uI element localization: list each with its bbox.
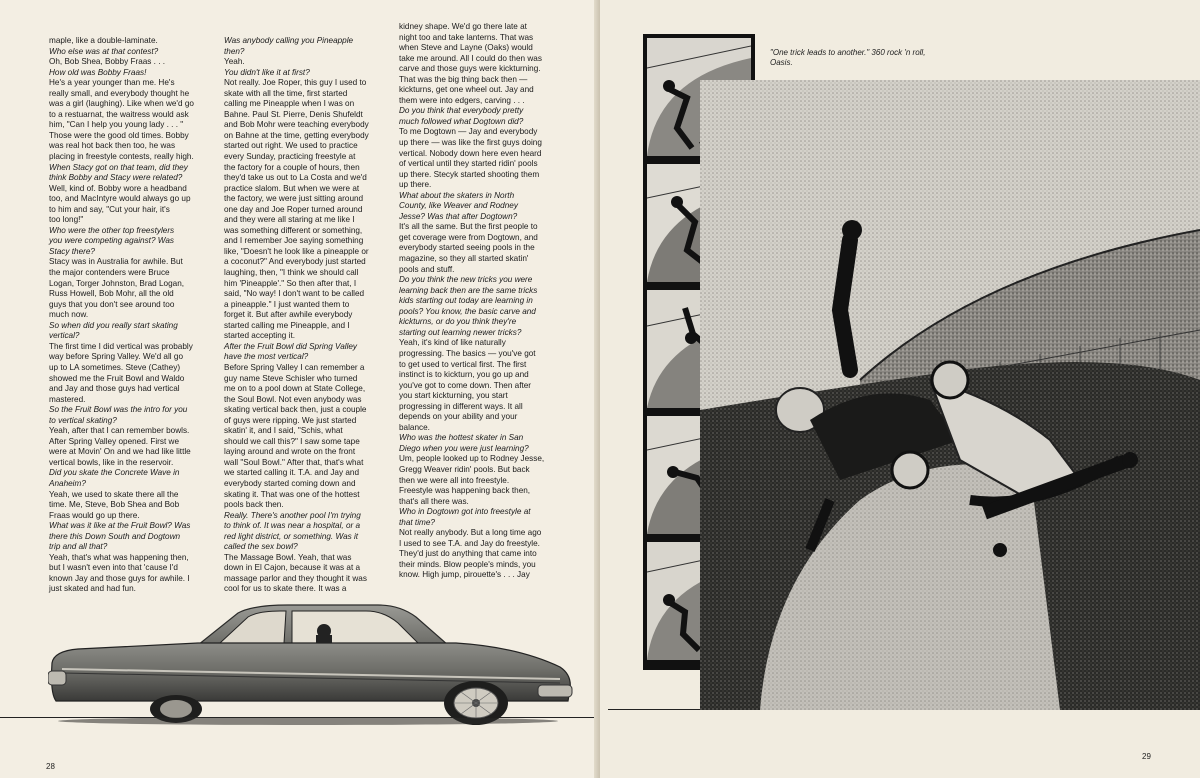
question-line: red light district, or something. Was it bbox=[224, 531, 359, 541]
answer-line: progressing. The basics — you've got bbox=[399, 348, 536, 358]
question-line: What about the skaters in North bbox=[399, 190, 515, 200]
answer-line: Before Spring Valley I can remember a bbox=[224, 362, 365, 372]
answer-line: depends on your ability and your bbox=[399, 412, 518, 422]
question-line: What was it like at the Fruit Bowl? Was bbox=[49, 521, 191, 531]
question-line: have the most vertical? bbox=[224, 352, 309, 362]
answer-line: him 'Pineapple'." So then after that, I bbox=[224, 278, 357, 288]
answer-line: they'd take us out to La Costa and we'd bbox=[224, 173, 367, 183]
answer-line: then we were all into freestyle. bbox=[399, 475, 510, 485]
answer-line: was a girl (laughing). Like when we'd go bbox=[49, 99, 194, 109]
answer-line: balance. bbox=[399, 422, 430, 432]
question-line: to think of. It was near a hospital, or a bbox=[224, 521, 361, 531]
question-line: vertical? bbox=[49, 331, 80, 341]
question-line: kickturns, or do you think they're bbox=[399, 317, 517, 327]
question-line: think Bobby and Stacy were related? bbox=[49, 173, 183, 183]
answer-line: pools and stuff. bbox=[399, 264, 455, 274]
caption-line-1: "One trick leads to another." 360 rock 'n roll, bbox=[770, 48, 926, 57]
answer-line: Yeah, after that I can remember bowls. bbox=[49, 426, 190, 436]
answer-line: just skated and had fun. bbox=[49, 584, 136, 594]
photo-caption bbox=[770, 48, 925, 68]
question-line: pools? You know, the basic carve and bbox=[399, 306, 536, 316]
question-line: Anaheim? bbox=[49, 478, 86, 488]
answer-line: practice slalom. But when we were at bbox=[224, 183, 360, 193]
answer-line: of vertical until they started ridin' pools bbox=[399, 159, 538, 169]
question-line: called the sex bowl? bbox=[224, 542, 298, 552]
answer-line: to get used to vertical first. The first bbox=[399, 359, 527, 369]
answer-line: like, "Doesn't he look like a pineapple or bbox=[224, 246, 369, 256]
question-line: Jesse? Was that after Dogtown? bbox=[399, 211, 518, 221]
page-number-right: 29 bbox=[1142, 752, 1151, 761]
question-line: that time? bbox=[399, 517, 435, 527]
answer-line: up there. bbox=[399, 180, 432, 190]
answer-line: said, "No way! I don't want to be called bbox=[224, 289, 365, 299]
answer-line: Yeah, it's kind of like naturally bbox=[399, 338, 506, 348]
answer-line: Russ Howell, Bob Mohr, all the old bbox=[49, 289, 174, 299]
question-line: you were competing against? Was bbox=[49, 236, 175, 246]
answer-line: Fraas would go up there. bbox=[49, 510, 140, 520]
answer-line: kickturns, get one wheel out. Jay and bbox=[399, 85, 534, 95]
question-line: So when did you really start skating bbox=[49, 320, 178, 330]
answer-line: the major contenders were Bruce bbox=[49, 268, 170, 278]
question-line: kids starting out today are learning in bbox=[399, 296, 533, 306]
question-line: So the Fruit Bowl was the intro for you bbox=[49, 405, 188, 415]
answer-line: maple, like a double-laminate. bbox=[49, 36, 158, 45]
answer-line: Those were the good old times. Bobby bbox=[49, 130, 189, 140]
answer-line: skating it. That was one of the hottest bbox=[224, 489, 360, 499]
question-line: Stacy there? bbox=[49, 246, 95, 256]
answer-line: kidney shape. We'd go there late at bbox=[399, 22, 527, 31]
answer-line: you've got to come down. Then after bbox=[399, 380, 532, 390]
answer-line: Bahne. Paul St. Pierre, Denis Shufeldt bbox=[224, 109, 363, 119]
answer-line: was real hot back then too, he was bbox=[49, 141, 176, 151]
answer-line: vertical. Nobody down here even heard bbox=[399, 148, 542, 158]
answer-line: magazine, so they all started skatin' bbox=[399, 254, 529, 264]
answer-line: time. Me, Steve, Bob Shea and Bob bbox=[49, 500, 180, 510]
answer-line: laying around and wrote on the front bbox=[224, 447, 356, 457]
answer-line: guys that you don't see around too bbox=[49, 299, 175, 309]
answer-line: take me around. All I could do then was bbox=[399, 53, 542, 63]
answer-line: were at Movin' On and we had like little bbox=[49, 447, 191, 457]
question-line: much followed what Dogtown did? bbox=[399, 116, 524, 126]
question-line: Do you think that everybody pretty bbox=[399, 106, 524, 116]
question-line: trip and all that? bbox=[49, 542, 108, 552]
question-line: to vertical skating? bbox=[49, 415, 117, 425]
answer-line: up there — was like the first guys doing bbox=[399, 138, 542, 148]
answer-line: when Steve and Layne (Oaks) would bbox=[399, 43, 533, 53]
answer-line: Yeah. bbox=[224, 57, 245, 67]
answer-line: carve and those guys were kickturning. bbox=[399, 64, 541, 74]
answer-line: pools back then. bbox=[224, 500, 284, 510]
text-column-3 bbox=[399, 22, 544, 581]
question-line: Who were the other top freestylers bbox=[49, 225, 175, 235]
answer-line: up there. Stecyk started shooting them bbox=[399, 169, 540, 179]
answer-line: and Bob Mohr were teaching everybody bbox=[224, 120, 369, 130]
answer-line: know. High jump, pirouette's . . . Jay bbox=[399, 570, 530, 580]
answer-line: progressing in different ways. It all bbox=[399, 401, 523, 411]
answer-line: everybody started seeing pools in the bbox=[399, 243, 535, 253]
answer-line: much now. bbox=[49, 310, 89, 320]
caption-line-2: Oasis. bbox=[770, 58, 793, 67]
question-line: starting out learning newer tricks? bbox=[399, 327, 522, 337]
answer-line: Oh, Bob Shea, Bobby Fraas . . . bbox=[49, 57, 166, 67]
question-line: How old was Bobby Fraas! bbox=[49, 67, 147, 77]
answer-line: forget it. But after awhile everybody bbox=[224, 310, 353, 320]
page-number-left: 28 bbox=[46, 762, 55, 771]
answer-line: started calling me Pineapple, and I bbox=[224, 320, 350, 330]
answer-line: me on to a pool down at State College, bbox=[224, 384, 366, 394]
question-line: there this Down South and Dogtown bbox=[49, 531, 181, 541]
answer-line: the factory for a couple of hours, then bbox=[224, 162, 360, 172]
answer-line: that's all there was. bbox=[399, 496, 469, 506]
answer-line: you start kickturning, you start bbox=[399, 391, 508, 401]
question-line: then? bbox=[224, 46, 245, 56]
answer-line: They'd just do anything that came into bbox=[399, 549, 537, 559]
question-line: Really. There's another pool I'm trying bbox=[224, 510, 361, 520]
answer-line: their minds. Blow people's minds, you bbox=[399, 559, 536, 569]
answer-line: started accepting it. bbox=[224, 331, 295, 341]
answer-line: I used to see T.A. and Jay do freestyle. bbox=[399, 538, 540, 548]
answer-line: a coconut?" And everybody just started bbox=[224, 257, 366, 267]
answer-line: instinct is to kickturn, you go up and bbox=[399, 370, 529, 380]
answer-line: up to LA sometimes. Steve (Cathey) bbox=[49, 362, 181, 372]
answer-line: of guys were ripping. We just started bbox=[224, 415, 357, 425]
answer-line: really small, and everybody thought he bbox=[49, 88, 190, 98]
answer-line: and Jay and those guys had vertical bbox=[49, 384, 180, 394]
answer-line: massage parlor and they thought it was bbox=[224, 573, 367, 583]
answer-line: The first time I did vertical was probably bbox=[49, 341, 193, 351]
answer-line: laughing, then, "I think we should call bbox=[224, 268, 359, 278]
answer-line: skatin' it, and I said, "Schis, what bbox=[224, 426, 343, 436]
answer-line: cool for us to skate there. It was a bbox=[224, 584, 347, 594]
answer-line: mastered. bbox=[49, 394, 86, 404]
answer-line: too, and MacIntyre would always go up bbox=[49, 194, 191, 204]
answer-line: get coverage were from Dogtown, and bbox=[399, 232, 538, 242]
question-line: You didn't like it at first? bbox=[224, 67, 310, 77]
answer-line: was something different or something, bbox=[224, 225, 363, 235]
answer-line: Yeah, we used to skate there all the bbox=[49, 489, 179, 499]
answer-line: and I remember Joe saying something bbox=[224, 236, 364, 246]
answer-line: too long!" bbox=[49, 215, 84, 225]
answer-line: The Massage Bowl. Yeah, that was bbox=[224, 552, 352, 562]
answer-line: every Sunday, practicing freestyle at bbox=[224, 152, 356, 162]
answer-line: After Spring Valley opened. First we bbox=[49, 436, 179, 446]
answer-line: To me Dogtown — Jay and everybody bbox=[399, 127, 538, 137]
answer-line: skating vertical back then, just a couple bbox=[224, 405, 367, 415]
answer-line: He's a year younger than me. He's bbox=[49, 78, 175, 88]
answer-line: everybody started coming down and bbox=[224, 478, 356, 488]
answer-line: skate with all the time, first started bbox=[224, 88, 348, 98]
answer-line: one day and Joe Roper turned around bbox=[224, 204, 363, 214]
answer-line: night too and take lanterns. That was bbox=[399, 32, 534, 42]
answer-line: a pineapple." I just wanted them to bbox=[224, 299, 350, 309]
answer-line: way before Spring Valley. We'd all go bbox=[49, 352, 183, 362]
answer-line: Logan, Torger Johnston, Brad Logan, bbox=[49, 278, 185, 288]
answer-line: showed me the Fruit Bowl and Waldo bbox=[49, 373, 185, 383]
question-line: Who else was at that contest? bbox=[49, 46, 159, 56]
answer-line: Not really. Joe Roper, this guy I used to bbox=[224, 78, 367, 88]
question-line: Did you skate the Concrete Wave in bbox=[49, 468, 180, 478]
question-line: County, like Weaver and Rodney bbox=[399, 201, 518, 211]
answer-line: known Jay and those guys for awhile. I bbox=[49, 573, 190, 583]
vintage-car-photo bbox=[48, 597, 576, 729]
question-line: Diego when you were just learning? bbox=[399, 443, 529, 453]
answer-line: on Bahne at the time, getting everybody bbox=[224, 130, 369, 140]
answer-line: started out right. We used to practice bbox=[224, 141, 358, 151]
answer-line: calling me Pineapple when I was on bbox=[224, 99, 355, 109]
skater-main-photo bbox=[700, 80, 1200, 710]
answer-line: placing in freestyle contests, really high. bbox=[49, 152, 194, 162]
question-line: After the Fruit Bowl did Spring Valley bbox=[224, 341, 358, 351]
answer-line: and they were all staring at me like I bbox=[224, 215, 355, 225]
answer-line: Freestyle was happening back then, bbox=[399, 486, 531, 496]
answer-line: them were into edgers, carving . . . bbox=[399, 95, 525, 105]
question-line: Do you think the new tricks you were bbox=[399, 275, 533, 285]
question-line: Was anybody calling you Pineapple bbox=[224, 36, 354, 45]
text-column-2 bbox=[224, 36, 369, 595]
answer-line: Yeah, that's what was happening then, bbox=[49, 552, 189, 562]
answer-line: Not really anybody. But a long time ago bbox=[399, 528, 542, 538]
question-line: Who in Dogtown got into freestyle at bbox=[399, 507, 531, 517]
answer-line: It's all the same. But the first people to bbox=[399, 222, 538, 232]
answer-line: vertical bowls, like in the reservoir. bbox=[49, 457, 174, 467]
answer-line: guy name Steve Schisler who turned bbox=[224, 373, 358, 383]
answer-line: That was the big thing back then — bbox=[399, 74, 528, 84]
answer-line: the factory, we were just sitting around bbox=[224, 194, 364, 204]
answer-line: we started calling it. T.A. and Jay and bbox=[224, 468, 360, 478]
answer-line: wall "Soul Bowl." After that, that's what bbox=[224, 457, 364, 467]
answer-line: Um, people looked up to Rodney Jesse, bbox=[399, 454, 545, 464]
answer-line: should we call this?" I saw some tape bbox=[224, 436, 360, 446]
question-line: When Stacy got on that team, did they bbox=[49, 162, 188, 172]
answer-line: but I wasn't even into that 'cause I'd bbox=[49, 563, 178, 573]
question-line: Who was the hottest skater in San bbox=[399, 433, 524, 443]
answer-line: the Soul Bowl. Not even anybody was bbox=[224, 394, 362, 404]
answer-line: Gregg Weaver ridin' pools. But back bbox=[399, 464, 530, 474]
answer-line: Stacy was in Australia for awhile. But bbox=[49, 257, 183, 267]
answer-line: Well, kind of. Bobby wore a headband bbox=[49, 183, 187, 193]
answer-line: down in El Cajon, because it was at a bbox=[224, 563, 361, 573]
text-column-1 bbox=[49, 36, 194, 595]
answer-line: him, "Can I help you young lady . . . " bbox=[49, 120, 184, 130]
answer-line: to a restuarnat, the waitress would ask bbox=[49, 109, 189, 119]
question-line: learning back then are the same tricks bbox=[399, 285, 538, 295]
answer-line: to him and say, "Cut your hair, it's bbox=[49, 204, 170, 214]
